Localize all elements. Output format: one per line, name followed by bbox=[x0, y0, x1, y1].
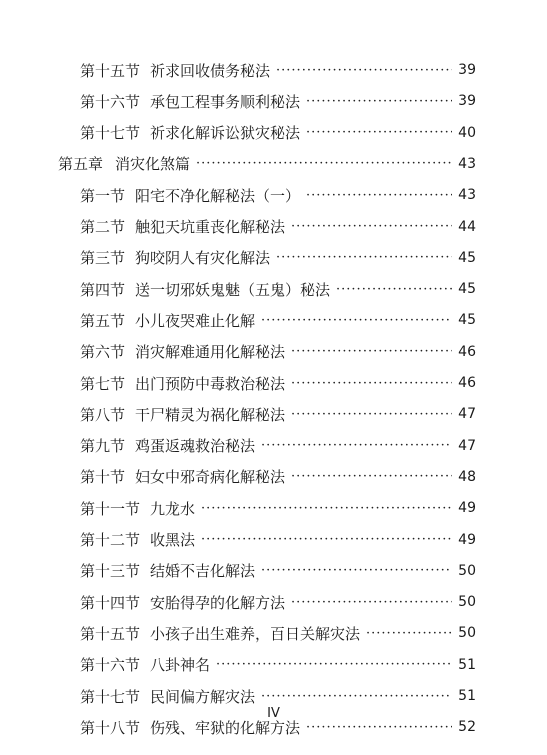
toc-section-entry bbox=[0, 339, 547, 365]
toc-entry-page-number: 45 bbox=[458, 312, 476, 329]
toc-entry-number: 第十三节 bbox=[80, 562, 141, 581]
toc-section-entry bbox=[0, 307, 547, 333]
toc-entry-page-number: 45 bbox=[458, 249, 476, 266]
toc-leader-dots bbox=[291, 407, 452, 422]
toc-entry-page-number: 39 bbox=[458, 62, 476, 78]
toc-entry-number: 第十七节 bbox=[80, 124, 141, 143]
toc-entry-page-number: 43 bbox=[458, 187, 476, 204]
toc-section-entry bbox=[0, 214, 547, 240]
toc-section-entry bbox=[0, 276, 547, 302]
toc-entry-title: 民间偏方解灾法 bbox=[150, 687, 256, 706]
toc-entry-page-number: 43 bbox=[458, 155, 476, 172]
toc-section-entry bbox=[0, 620, 547, 646]
toc-entry-number: 第十六节 bbox=[80, 656, 141, 675]
toc-leader-dots bbox=[261, 313, 452, 328]
toc-entry-title: 小儿夜哭难止化解 bbox=[135, 311, 256, 330]
toc-entry-title: 消灾解难通用化解秘法 bbox=[135, 343, 286, 362]
toc-entry-title: 送一切邪妖鬼魅（五鬼）秘法 bbox=[135, 280, 331, 299]
toc-entry-page-number: 44 bbox=[458, 218, 476, 235]
toc-section-entry bbox=[0, 370, 547, 396]
toc-leader-dots bbox=[291, 344, 452, 359]
toc-section-entry bbox=[0, 464, 547, 490]
toc-leader-dots bbox=[201, 532, 452, 547]
toc-entry-page-number: 50 bbox=[458, 625, 476, 642]
toc-entry-number: 第十五节 bbox=[80, 61, 141, 80]
toc-entry-number: 第五节 bbox=[80, 311, 126, 330]
toc-entry-page-number: 51 bbox=[458, 656, 476, 673]
toc-leader-dots bbox=[306, 125, 452, 140]
toc-entry-number: 第一节 bbox=[80, 186, 126, 205]
toc-entry-page-number: 52 bbox=[458, 719, 476, 736]
toc-entry-title: 妇女中邪奇病化解秘法 bbox=[135, 468, 286, 487]
toc-leader-dots bbox=[196, 156, 452, 171]
toc-leader-dots bbox=[261, 689, 452, 704]
toc-entry-number: 第十节 bbox=[80, 468, 126, 487]
toc-entry-number: 第九节 bbox=[80, 437, 126, 456]
toc-entry-title: 狗咬阴人有灾化解法 bbox=[135, 249, 271, 268]
toc-leader-dots bbox=[366, 626, 452, 641]
toc-entry-title: 安胎得孕的化解方法 bbox=[150, 593, 286, 612]
toc-leader-dots bbox=[336, 282, 452, 297]
toc-entry-title: 阳宅不净化解秘法（一） bbox=[135, 186, 301, 205]
toc-entry-number: 第十一节 bbox=[80, 499, 141, 518]
toc-entry-number: 第十四节 bbox=[80, 593, 141, 612]
toc-entry-title: 消灾化煞篇 bbox=[115, 155, 191, 174]
toc-entry-page-number: 39 bbox=[458, 93, 476, 110]
toc-section-entry bbox=[0, 88, 547, 114]
toc-leader-dots bbox=[306, 188, 452, 203]
toc-leader-dots bbox=[276, 250, 452, 265]
toc-leader-dots bbox=[201, 501, 452, 516]
toc-entry-number: 第十二节 bbox=[80, 531, 141, 549]
toc-leader-dots bbox=[291, 376, 452, 391]
toc-section-entry bbox=[0, 401, 547, 427]
toc-section-entry bbox=[0, 245, 547, 271]
toc-entry-number: 第三节 bbox=[80, 249, 126, 268]
toc-leader-dots bbox=[306, 720, 452, 735]
toc-entry-title: 承包工程事务顺利秘法 bbox=[150, 92, 301, 111]
toc-section-entry bbox=[0, 182, 547, 208]
toc-entry-number: 第十七节 bbox=[80, 687, 141, 706]
toc-entry-number: 第五章 bbox=[58, 155, 104, 174]
toc-entry-title: 触犯天坑重丧化解秘法 bbox=[135, 218, 286, 236]
toc-section-entry bbox=[0, 652, 547, 678]
toc-entry-page-number: 46 bbox=[458, 375, 476, 391]
toc-section-entry bbox=[0, 57, 547, 83]
toc-entry-number: 第二节 bbox=[80, 218, 126, 236]
toc-entry-title: 出门预防中毒救治秘法 bbox=[135, 374, 286, 393]
toc-leader-dots bbox=[261, 563, 452, 578]
toc-leader-dots bbox=[291, 469, 452, 484]
toc-section-entry bbox=[0, 589, 547, 615]
toc-entry-title: 祈求化解诉讼狱灾秘法 bbox=[150, 124, 301, 143]
toc-entry-number: 第六节 bbox=[80, 343, 126, 362]
toc-entry-number: 第十八节 bbox=[80, 718, 141, 737]
toc-entry-title: 八卦神名 bbox=[150, 656, 211, 675]
toc-entry-number: 第四节 bbox=[80, 280, 126, 299]
toc-leader-dots bbox=[291, 595, 452, 610]
toc-section-entry bbox=[0, 120, 547, 146]
toc-section-entry bbox=[0, 433, 547, 459]
toc-chapter-entry bbox=[0, 151, 547, 177]
toc-entry-title: 鸡蛋返魂救治秘法 bbox=[135, 437, 256, 456]
toc-entry-page-number: 45 bbox=[458, 281, 476, 298]
toc-entry-page-number: 47 bbox=[458, 406, 476, 423]
toc-entry-title: 结婚不吉化解法 bbox=[150, 562, 256, 581]
toc-entry-page-number: 49 bbox=[458, 500, 476, 517]
toc-leader-dots bbox=[261, 438, 452, 453]
toc-entry-page-number: 47 bbox=[458, 437, 476, 454]
toc-entry-page-number: 46 bbox=[458, 343, 476, 360]
toc-section-entry bbox=[0, 527, 547, 553]
toc-leader-dots bbox=[276, 63, 452, 78]
toc-section-entry bbox=[0, 495, 547, 521]
page-footer-number: IV bbox=[267, 706, 280, 721]
toc-entry-page-number: 51 bbox=[458, 688, 476, 704]
toc-leader-dots bbox=[291, 219, 452, 234]
toc-entry-page-number: 50 bbox=[458, 594, 476, 611]
toc-entry-title: 九龙水 bbox=[150, 499, 196, 518]
toc-entry-number: 第八节 bbox=[80, 405, 126, 424]
toc-entry-page-number: 40 bbox=[458, 124, 476, 141]
toc-entry-number: 第十五节 bbox=[80, 624, 141, 643]
toc-entry-title: 伤残、牢狱的化解方法 bbox=[150, 718, 301, 737]
toc-entry-title: 收黑法 bbox=[150, 531, 196, 549]
toc-entry-number: 第七节 bbox=[80, 374, 126, 393]
toc-entry-page-number: 49 bbox=[458, 531, 476, 548]
toc-leader-dots bbox=[306, 94, 452, 109]
toc-entry-title: 干尸精灵为祸化解秘法 bbox=[135, 405, 286, 424]
toc-leader-dots bbox=[216, 657, 452, 672]
toc-entry-title: 小孩子出生难养，百日关解灾法 bbox=[150, 624, 361, 643]
toc-entry-title: 祈求回收债务秘法 bbox=[150, 61, 271, 80]
toc-entry-number: 第十六节 bbox=[80, 92, 141, 111]
toc-entry-page-number: 48 bbox=[458, 468, 476, 485]
toc-entry-page-number: 50 bbox=[458, 562, 476, 579]
toc-section-entry bbox=[0, 558, 547, 584]
